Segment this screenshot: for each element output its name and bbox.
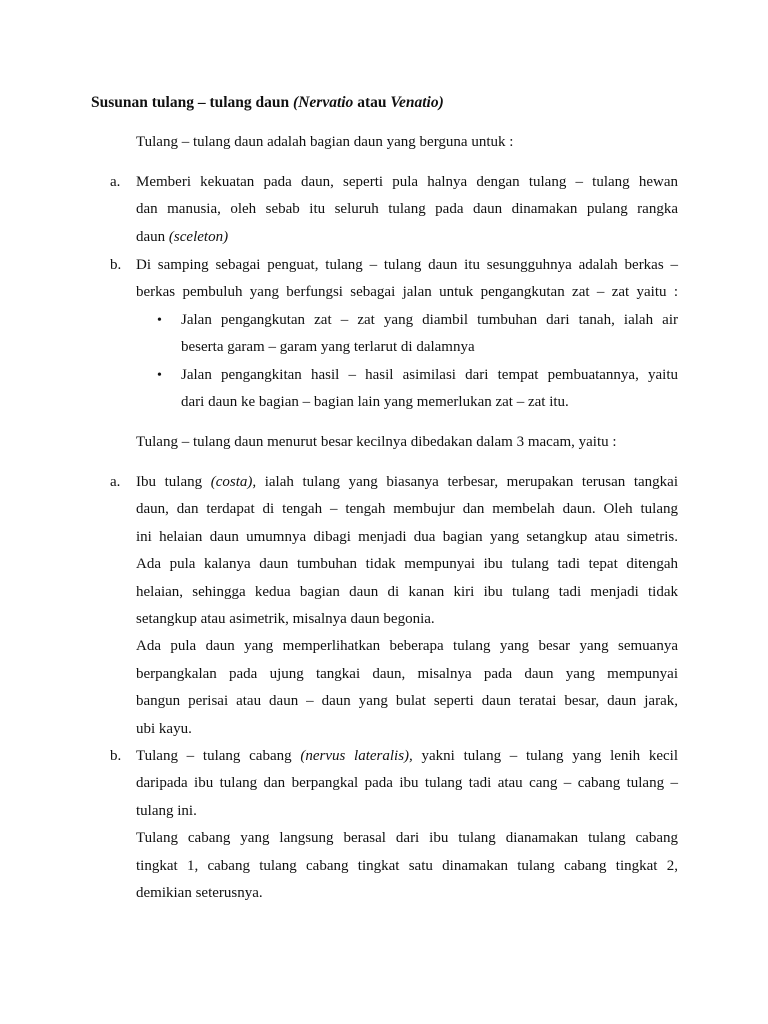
list-item-2b-p2-line-1: Tulang cabang yang langsung berasal dari ibu tulang dianamakan tulang cabang [136,830,678,847]
list-item-2a [136,469,678,743]
document-title [91,93,444,113]
intro2-paragraph: Tulang – tulang daun menurut besar kecilnya dibedakan dalam 3 macam, yaitu : [136,434,617,450]
list-item-2b [136,743,678,907]
list-item-2b-suffix: yakni tulang – tulang yang lenih kecil [412,748,678,764]
list-item-2a-line-2: daun, dan terdapat di tengah – tengah membujur dan membelah daun. Oleh tulang [136,501,678,518]
title-italic-nervatio: (Nervatio [293,94,354,111]
intro-paragraph: Tulang – tulang daun adalah bagian daun yang berguna untuk : [136,134,514,150]
list-item-1a-line-2: dan manusia, oleh sebab itu seluruh tulang pada daun dinamakan pulang rangka [136,201,678,218]
list-item-2a-p2-line-1: Ada pula daun yang memperlihatkan beberapa tulang yang besar yang semuanya [136,638,678,655]
bullet-1-line-2: beserta garam – garam yang terlarut di dalamnya [181,339,475,356]
list-item-1b-line-2: berkas pembuluh yang berfungsi sebagai jalan untuk pengangkutan zat – zat yaitu : [136,284,678,301]
list-item-1b [136,252,678,307]
list-item-2b-line-1 [136,743,678,770]
bullet-1-line-1: Jalan pengangkutan zat – zat yang diambil tumbuhan dari tanah, ialah air [181,312,678,328]
list-item-2b-line-3: tulang ini. [136,802,197,819]
list-marker-2a: a. [110,474,121,490]
list-item-2b-line-2: daripada ibu tulang dan berpangkal pada ibu tulang tadi atau cang – cabang tulang – [136,775,678,792]
list-item-2a-p2-line-2: berpangkalan pada ujung tangkai daun, misalnya pada daun yang mempunyai [136,665,678,682]
bullet-2 [181,362,678,417]
title-main: Susunan tulang – tulang daun [91,94,294,111]
bullet-1-symbol: • [157,313,162,328]
list-item-2a-line-4: Ada pula kalanya daun tumbuhan tidak mempunyai ibu tulang tadi tepat ditengah [136,556,678,573]
list-item-2a-italic: (costa), [210,474,257,490]
bullet-1 [181,307,678,362]
list-item-1b-line-1: Di samping sebagai penguat, tulang – tulang daun itu sesungguhnya adalah berkas – [136,257,678,273]
list-item-2a-line-6: setangkup atau asimetrik, misalnya daun begonia. [136,610,435,627]
list-item-2a-p2-line-4: ubi kayu. [136,720,192,737]
list-item-2b-p2-line-3: demikian seterusnya. [136,884,263,901]
list-item-2a-line-3: ini helaian daun umumnya dibagi menjadi dua bagian yang setangkup atau simetris. [136,528,678,545]
title-mid: atau [353,94,391,111]
bullet-2-symbol: • [157,368,162,383]
list-item-2a-line-1 [136,469,678,496]
list-item-2b-prefix: Tulang – tulang cabang [136,748,301,764]
list-marker-2b: b. [110,748,122,764]
list-item-2b-italic: (nervus lateralis), [300,748,413,764]
bullet-2-line-2: dari daun ke bagian – bagian lain yang memerlukan zat – zat itu. [181,394,569,411]
list-item-1a-line-1: Memberi kekuatan pada daun, seperti pula halnya dengan tulang – tulang hewan [136,174,678,190]
list-item-1a-last-italic: (sceleton) [168,228,229,245]
list-item-1a-line-3 [136,224,678,251]
list-marker-1a: a. [110,174,121,190]
list-item-2b-p2-line-2: tingkat 1, cabang tulang cabang tingkat satu dinamakan tulang cabang tingkat 2, [136,857,678,874]
list-item-1a-last-prefix: daun [136,228,169,245]
list-item-2a-line-5: helaian, sehingga kedua bagian daun di kanan kiri ibu tulang tadi menjadi tidak [136,583,678,600]
list-item-2a-p2-line-3: bangun perisai atau daun – daun yang bulat seperti daun teratai besar, daun jarak, [136,693,678,710]
list-marker-1b: b. [110,257,122,273]
title-italic-venatio: Venatio) [390,94,444,111]
list-item-2a-prefix: Ibu tulang [136,474,211,490]
list-item-1a [136,169,678,251]
bullet-2-line-1: Jalan pengangkitan hasil – hasil asimilasi dari tempat pembuatannya, yaitu [181,367,678,383]
list-item-2a-suffix: ialah tulang yang biasanya terbesar, merupakan terusan tangkai [256,474,678,490]
